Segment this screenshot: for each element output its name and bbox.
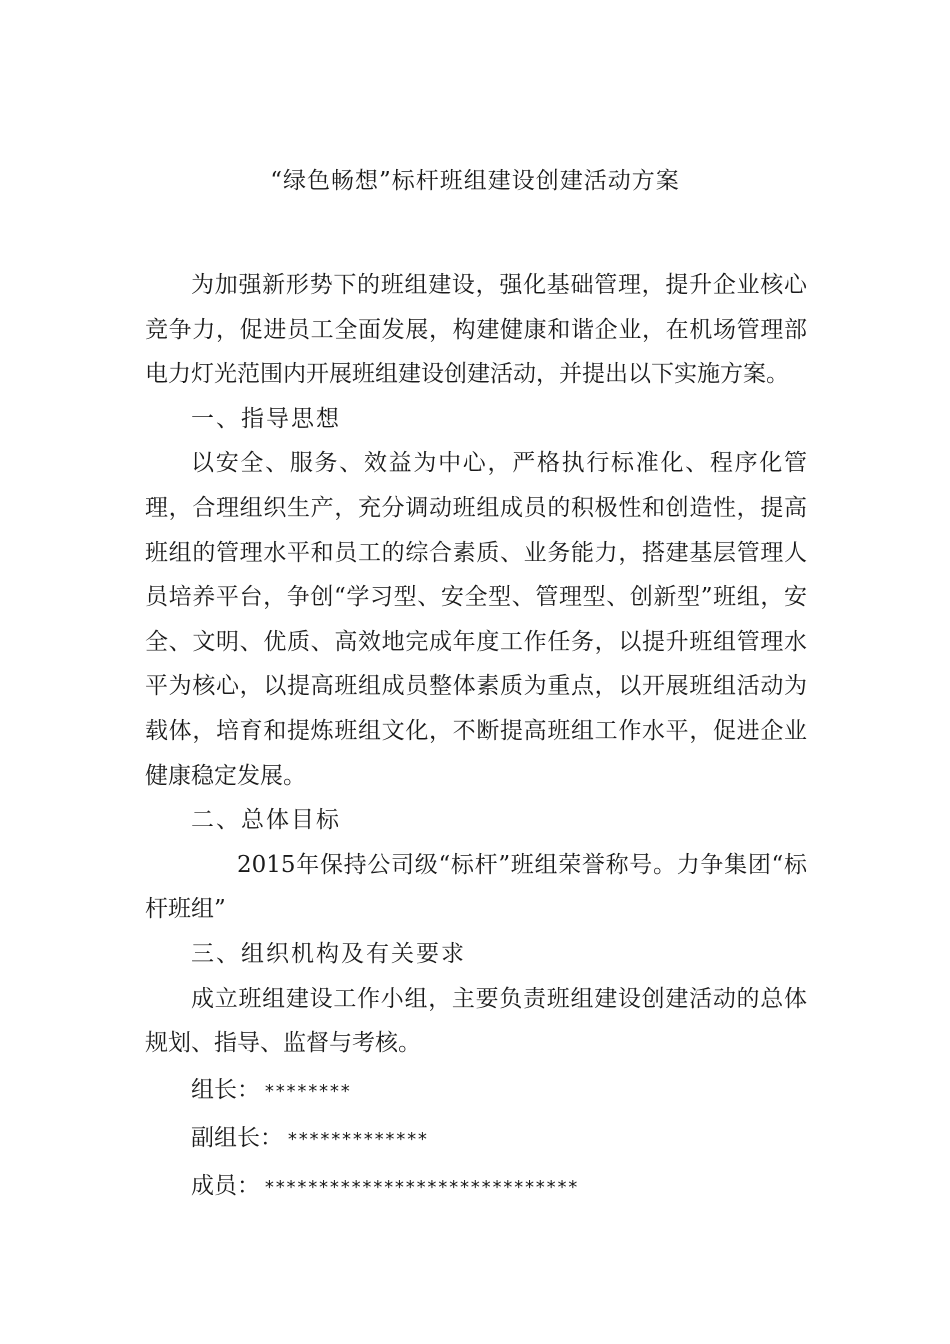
section-heading-guiding-ideology: 一、指导思想	[191, 405, 341, 432]
member-row-members	[191, 1162, 578, 1210]
guiding-ideology-paragraph: 以安全、服务、效益为中心，严格执行标准化、程序化管理，合理组织生产，充分调动班组成员的积极性和创造性，提高班组的管理水平和员工的综合素质、业务能力，搭建基层管理人员培养平台，争创“学习型、安全型、管理型、创新型”班组，安全、文明、优质、高效地完成年度工作任务，以提升班组管理水平为核心，以提高班组成员整体素质为重点，以开展班组活动为载体，培育和提炼班组文化，不断提高班组工作水平，促进企业健康稳定发展。	[145, 450, 807, 789]
document-body	[145, 263, 807, 1066]
member-value: ********	[264, 1081, 351, 1102]
member-row-deputy-leader	[191, 1114, 578, 1162]
organization-paragraph: 成立班组建设工作小组，主要负责班组建设创建活动的总体规划、指导、监督与考核。	[145, 985, 807, 1057]
member-label: 组长：	[191, 1077, 260, 1103]
document-title: “绿色畅想”标杆班组建设创建活动方案	[270, 168, 680, 194]
overall-goal-paragraph: 2015年保持公司级“标杆”班组荣誉称号。力争集团“标杆班组”	[145, 851, 807, 923]
member-label: 副组长：	[191, 1125, 283, 1151]
member-label: 成员：	[191, 1173, 260, 1199]
member-value: *****************************	[264, 1177, 579, 1198]
member-row-leader	[191, 1066, 578, 1114]
member-list	[191, 1066, 578, 1210]
section-heading-organization: 三、组织机构及有关要求	[191, 940, 466, 967]
intro-paragraph: 为加强新形势下的班组建设，强化基础管理，提升企业核心竞争力，促进员工全面发展，构建健康和谐企业，在机场管理部电力灯光范围内开展班组建设创建活动，并提出以下实施方案。	[145, 272, 807, 388]
section-heading-overall-goal: 二、总体目标	[191, 807, 341, 834]
member-value: *************	[287, 1129, 428, 1150]
